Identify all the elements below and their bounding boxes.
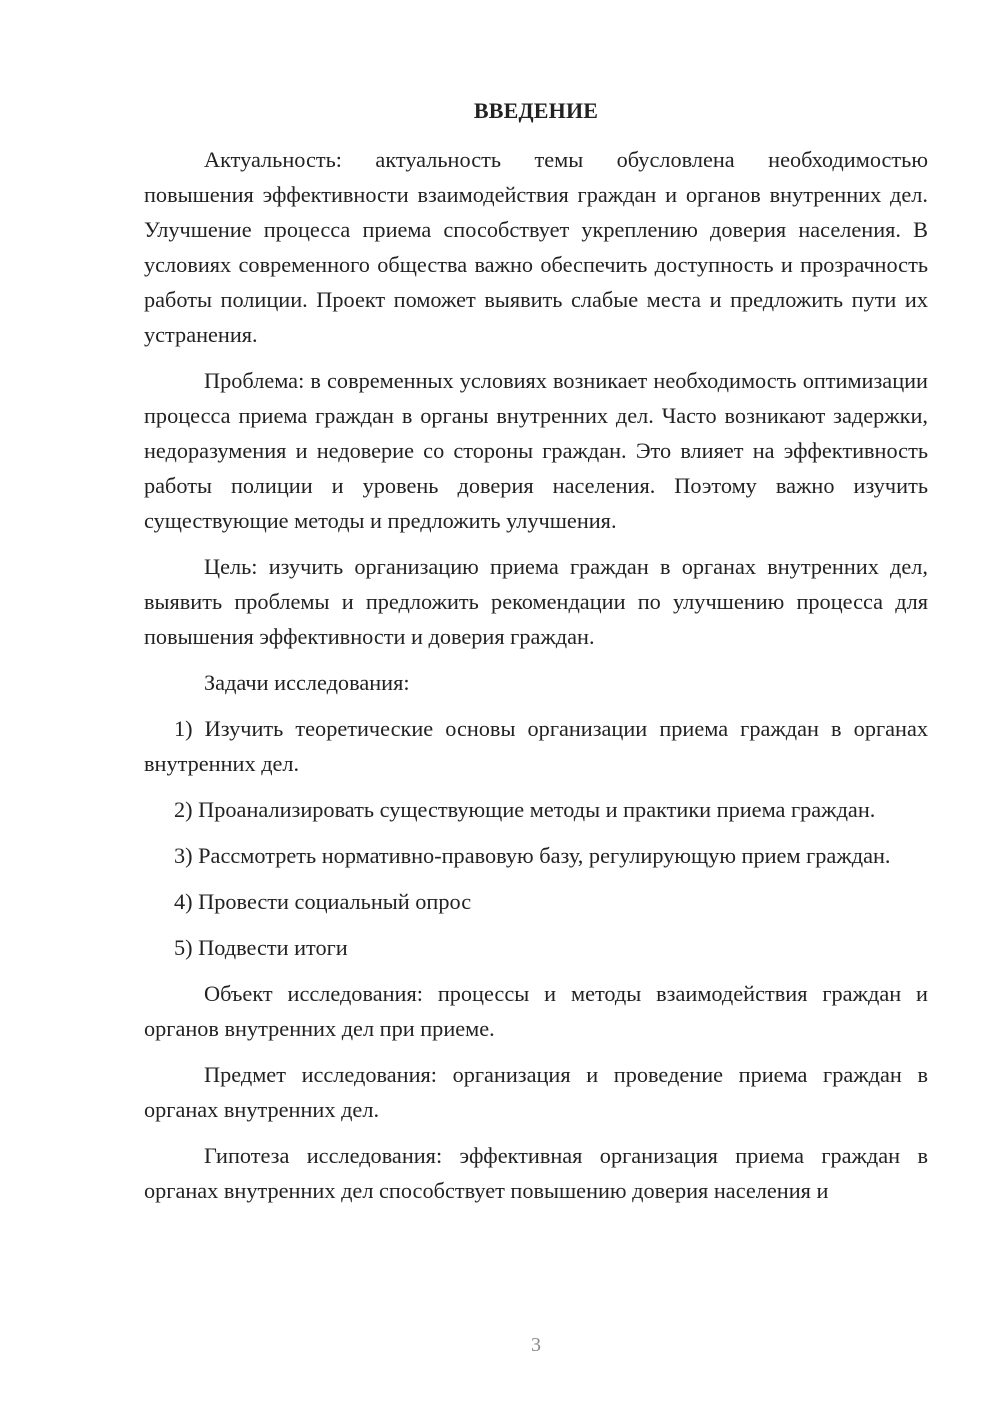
- hypothesis-paragraph: Гипотеза исследования: эффективная организация приема граждан в органах внутренних дел способствует повышению доверия населения и: [144, 1143, 928, 1203]
- task-item: 5) Подвести итоги: [174, 935, 348, 960]
- task-item: 1) Изучить теоретические основы организации приема граждан в органах внутренних дел.: [144, 716, 928, 776]
- relevance-paragraph: Актуальность: актуальность темы обусловлена необходимостью повышения эффективности взаимодействия граждан и органов внутренних дел. Улучшение процесса приема способствует укреплению доверия населения. В условиях современного общества важно обеспечить доступность и прозрачность работы полиции. Проект поможет выявить слабые места и предложить пути их устранения.: [144, 147, 928, 347]
- section-title: ВВЕДЕНИЕ: [473, 98, 599, 123]
- problem-paragraph: Проблема: в современных условиях возникает необходимость оптимизации процесса приема граждан в органы внутренних дел. Часто возникают задержки, недоразумения и недоверие со стороны граждан. Это влияет на эффективность работы полиции и уровень доверия населения. Поэтому важно изучить существующие методы и предложить улучшения.: [144, 368, 928, 533]
- subject-paragraph: Предмет исследования: организация и проведение приема граждан в органах внутренних дел.: [144, 1062, 928, 1122]
- object-paragraph: Объект исследования: процессы и методы взаимодействия граждан и органов внутренних дел при приеме.: [144, 981, 928, 1041]
- task-item: 2) Проанализировать существующие методы и практики приема граждан.: [174, 797, 876, 822]
- page-number: 3: [531, 1334, 541, 1356]
- tasks-heading: Задачи исследования:: [204, 670, 410, 695]
- goal-paragraph: Цель: изучить организацию приема граждан в органах внутренних дел, выявить проблемы и предложить рекомендации по улучшению процесса для повышения эффективности и доверия граждан.: [144, 554, 928, 649]
- task-item: 3) Рассмотреть нормативно-правовую базу, регулирующую прием граждан.: [174, 843, 891, 868]
- task-item: 4) Провести социальный опрос: [174, 889, 472, 914]
- page-content: [144, 96, 928, 1219]
